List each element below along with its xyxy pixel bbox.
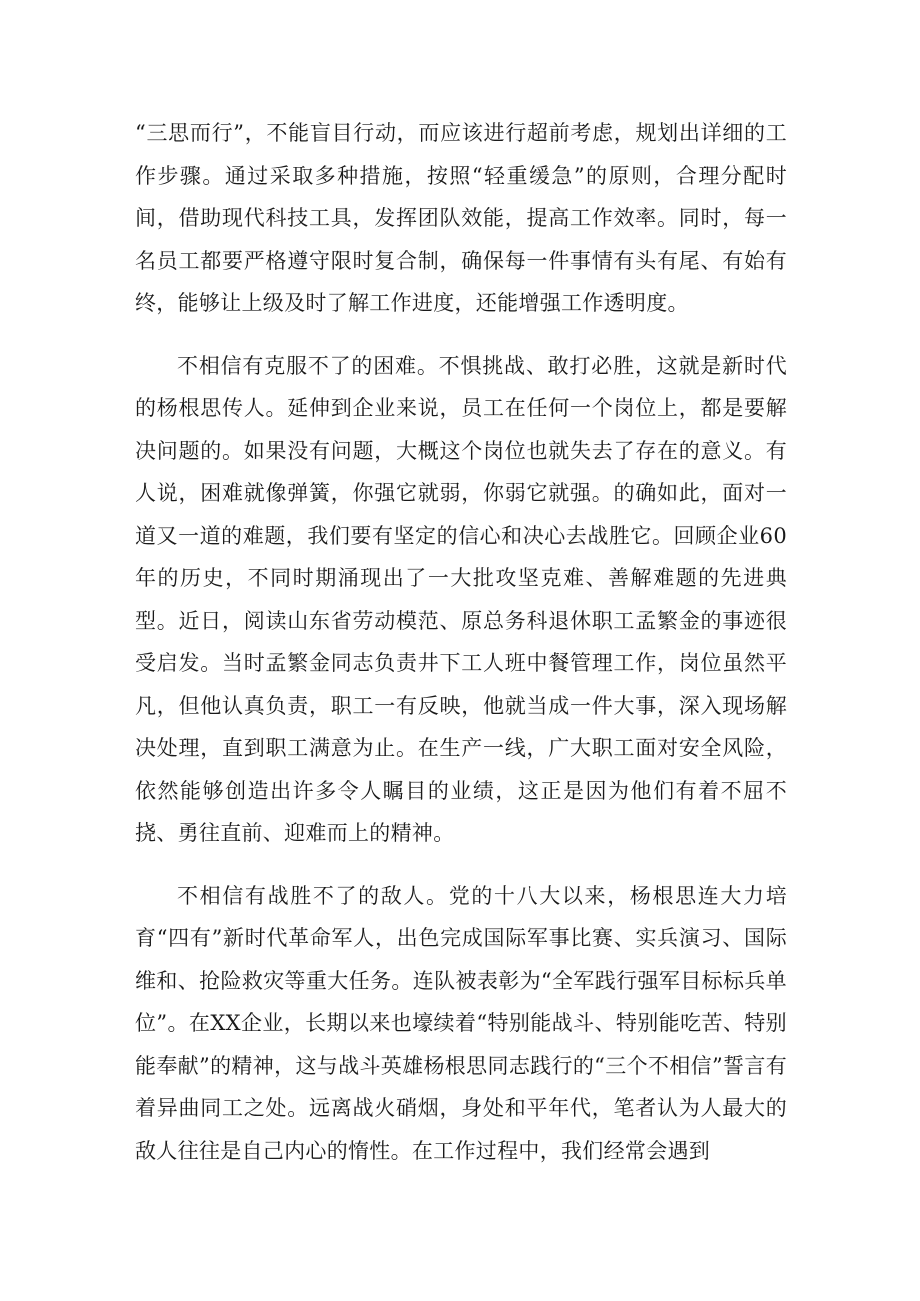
paragraph-1: “三思而行”，不能盲目行动，而应该进行超前考虑，规划出详细的工作步骤。通过采取多种措施，按照“轻重缓急”的原则，合理分配时间，借助现代科技工具，发挥团队效能，提高工作效率。同时，每一名员工都要严格遵守限时复合制，确保每一件事情有头有尾、有始有终，能够让上级及时了解工作进度，还能增强工作透明度。 xyxy=(135,121,787,315)
paragraph-2: 不相信有克服不了的困难。不惧挑战、敢打必胜，这就是新时代的杨根思传人。延伸到企业来说，员工在任何一个岗位上，都是要解决问题的。如果没有问题，大概这个岗位也就失去了存在的意义。有人说，困难就像弹簧，你强它就弱，你弱它就强。的确如此，面对一道又一道的难题，我们要有坚定的信心和决心去战胜它。回顾企业60年的历史，不同时期涌现出了一大批攻坚克难、善解难题的先进典型。近日，阅读山东省劳动模范、原总务科退休职工孟繁金的事迹很受启发。当时孟繁金同志负责井下工人班中餐管理工作，岗位虽然平凡，但他认真负责，职工一有反映，他就当成一件大事，深入现场解决处理，直到职工满意为止。在生产一线，广大职工面对安全风险，依然能够创造出许多令人瞩目的业绩，这正是因为他们有着不屈不挠、勇往直前、迎难而上的精神。 xyxy=(135,353,787,845)
document-body xyxy=(135,112,787,1172)
paragraph-3: 不相信有战胜不了的敌人。党的十八大以来，杨根思连大力培育“四有”新时代革命军人，出色完成国际军事比赛、实兵演习、国际维和、抢险救灾等重大任务。连队被表彰为“全军践行强军目标标兵单位”。在XX企业，长期以来也壕续着“特别能战斗、特别能吃苦、特别能奉献”的精神，这与战斗英雄杨根思同志践行的“三个不相信”誓言有着异曲同工之处。远离战火硝烟，身处和平年代，笔者认为人最大的敌人往往是自己内心的惰性。在工作过程中，我们经常会遇到 xyxy=(135,883,787,1163)
